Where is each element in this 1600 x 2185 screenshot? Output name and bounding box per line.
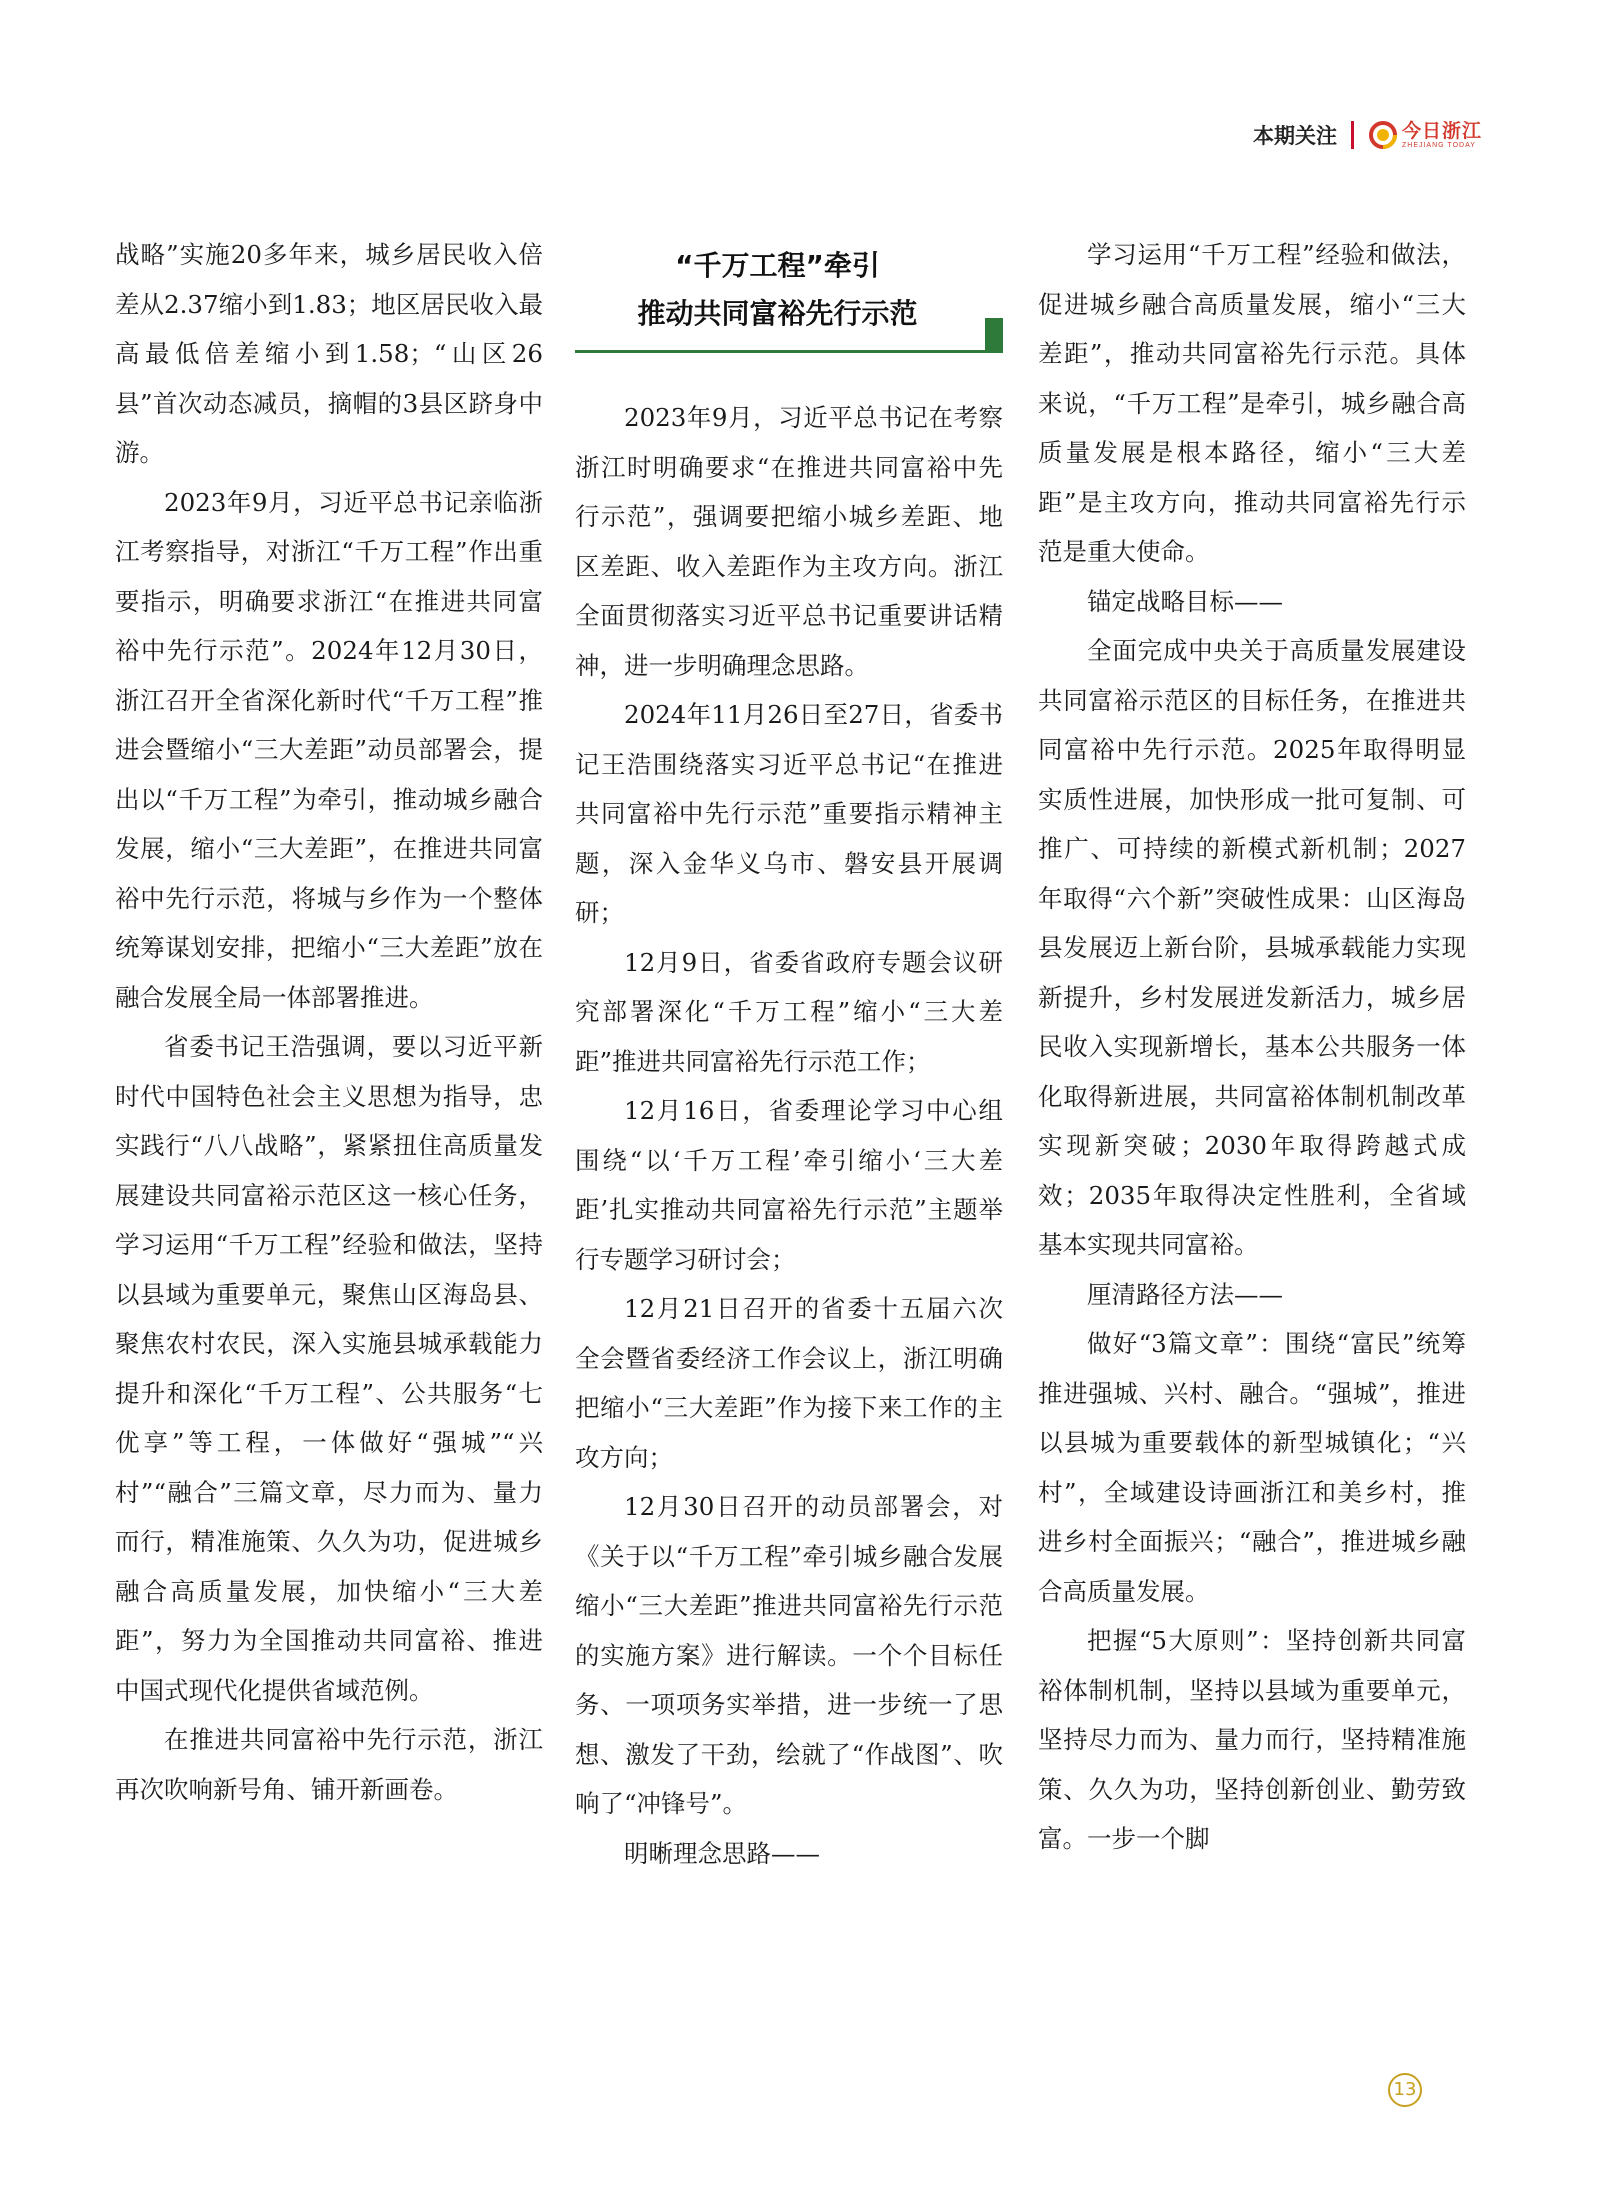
- section-label: 本期关注: [1252, 124, 1337, 148]
- paragraph: 省委书记王浩强调，要以习近平新时代中国特色社会主义思想为指导，忠实践行“八八战略”，紧紧扭住高质量发展建设共同富裕示范区这一核心任务，学习运用“千万工程”经验和做法，坚持以县域为重要单元，聚焦山区海岛县、聚焦农村农民，深入实施县城承载能力提升和深化“千万工程”、公共服务“七优享”等工程，一体做好“强城”“兴村”“融合”三篇文章，尽力而为、量力而行，精准施策、久久为功，促进城乡融合高质量发展，加快缩小“三大差距”，努力为全国推动共同富裕、推进中国式现代化提供省域范例。: [115, 1032, 543, 1705]
- paragraph: 学习运用“千万工程”经验和做法，促进城乡融合高质量发展，缩小“三大差距”，推动共同富裕先行示范。具体来说，“千万工程”是牵引，城乡融合高质量发展是根本路径，缩小“三大差距”是主攻方向，推动共同富裕先行示范是重大使命。: [1038, 240, 1466, 566]
- header-divider: [1351, 121, 1354, 149]
- paragraph: 2024年11月26日至27日，省委书记王浩围绕落实习近平总书记“在推进共同富裕中先行示范”重要指示精神主题，深入金华义乌市、磐安县开展调研；: [575, 700, 1003, 927]
- heading-underline: [575, 350, 1000, 353]
- paragraph: 在推进共同富裕中先行示范，浙江再次吹响新号角、铺开新画卷。: [115, 1725, 543, 1804]
- paragraph: 把握“5大原则”：坚持创新共同富裕体制机制，坚持以县域为重要单元，坚持尽力而为、量力而行，坚持精准施策、久久为功，坚持创新创业、勤劳致富。一步一个脚: [1038, 1626, 1466, 1853]
- paragraph: 12月30日召开的动员部署会，对《关于以“千万工程”牵引城乡融合发展缩小“三大差距”推进共同富裕先行示范的实施方案》进行解读。一个个目标任务、一项项务实举措，进一步统一了思想、激发了干劲，绘就了“作战图”、吹响了“冲锋号”。: [575, 1492, 1003, 1818]
- section-heading-line1: “千万工程”牵引: [675, 249, 880, 282]
- page-number: 13: [1388, 2073, 1422, 2107]
- subheading: 厘清路径方法——: [1087, 1279, 1283, 1309]
- subheading: 锚定战略目标——: [1087, 586, 1283, 616]
- magazine-logo: [1368, 120, 1482, 150]
- paragraph: 战略”实施20多年来，城乡居民收入倍差从2.37缩小到1.83；地区居民收入最高最低倍差缩小到1.58；“山区26县”首次动态减员，摘帽的3县区跻身中游。: [115, 240, 543, 467]
- heading-accent-tab: [985, 318, 1003, 353]
- logo-subtitle: ZHEJIANG TODAY: [1401, 141, 1476, 149]
- paragraph: 2023年9月，习近平总书记在考察浙江时明确要求“在推进共同富裕中先行示范”，强调要把缩小城乡差距、地区差距、收入差距作为主攻方向。浙江全面贯彻落实习近平总书记重要讲话精神，进一步明确理念思路。: [575, 403, 1003, 680]
- logo-swirl-icon: [1368, 120, 1398, 150]
- paragraph: 全面完成中央关于高质量发展建设共同富裕示范区的目标任务，在推进共同富裕中先行示范。2025年取得明显实质性进展，加快形成一批可复制、可推广、可持续的新模式新机制；2027年取得“六个新”突破性成果：山区海岛县发展迈上新台阶，县城承载能力实现新提升，乡村发展迸发新活力，城乡居民收入实现新增长，基本公共服务一体化取得新进展，共同富裕体制机制改革实现新突破；2030年取得跨越式成效；2035年取得决定性胜利，全省域基本实现共同富裕。: [1038, 636, 1466, 1259]
- subheading: 明晰理念思路——: [624, 1838, 820, 1868]
- article-column-3: [1038, 230, 1466, 1864]
- section-heading-line2: 推动共同富裕先行示范: [637, 297, 918, 330]
- article-column-2: [575, 393, 1003, 1878]
- paragraph: 做好“3篇文章”：围绕“富民”统筹推进强城、兴村、融合。“强城”，推进以县城为重要载体的新型城镇化；“兴村”，全域建设诗画浙江和美乡村，推进乡村全面振兴；“融合”，推进城乡融合高质量发展。: [1038, 1329, 1466, 1606]
- paragraph: 12月9日，省委省政府专题会议研究部署深化“千万工程”缩小“三大差距”推进共同富裕先行示范工作；: [575, 947, 1003, 1076]
- article-column-1: [115, 230, 543, 1814]
- paragraph: 12月16日，省委理论学习中心组围绕“以‘千万工程’牵引缩小‘三大差距’扎实推动共同富裕先行示范”主题举行专题学习研讨会；: [575, 1096, 1003, 1274]
- section-heading: [575, 238, 1007, 364]
- paragraph: 12月21日召开的省委十五届六次全会暨省委经济工作会议上，浙江明确把缩小“三大差距”作为接下来工作的主攻方向；: [575, 1294, 1003, 1472]
- logo-title: 今日浙江: [1401, 119, 1482, 142]
- page-header: [1253, 120, 1482, 150]
- paragraph: 2023年9月，习近平总书记亲临浙江考察指导，对浙江“千万工程”作出重要指示，明确要求浙江“在推进共同富裕中先行示范”。2024年12月30日，浙江召开全省深化新时代“千万工程”推进会暨缩小“三大差距”动员部署会，提出以“千万工程”为牵引，推动城乡融合发展，缩小“三大差距”，在推进共同富裕中先行示范，将城与乡作为一个整体统筹谋划安排，把缩小“三大差距”放在融合发展全局一体部署推进。: [115, 487, 543, 1012]
